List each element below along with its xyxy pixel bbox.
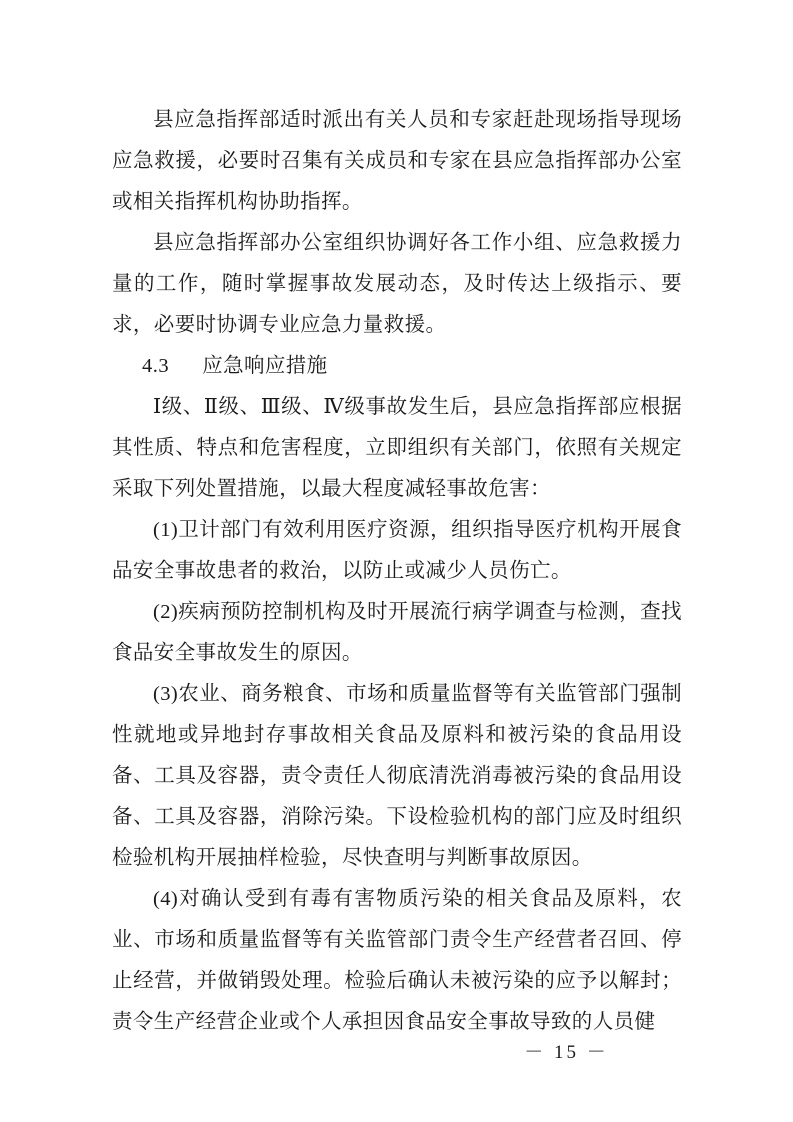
section-heading-title: 应急响应措施 [202, 355, 328, 377]
paragraph-4: (1)卫计部门有效利用医疗资源，组织指导医疗机构开展食品安全事故患者的救治，以防止或减少人员伤亡。 [112, 519, 682, 582]
page-content [112, 100, 682, 1043]
section-heading-number: 4.3 [142, 355, 170, 377]
paragraph-7: (4)对确认受到有毒有害物质污染的相关食品及原料，农业、市场和质量监督等有关监管部门责令生产经营者召回、停止经营，并做销毁处理。检验后确认未被污染的应予以解封；责令生产经营企业或个人承担因食品安全事故导致的人员健 [112, 888, 682, 1033]
paragraph-3: Ⅰ级、Ⅱ级、Ⅲ级、Ⅳ级事故发生后，县应急指挥部应根据其性质、特点和危害程度，立即组织有关部门，依照有关规定采取下列处置措施，以最大程度减轻事故危害： [112, 396, 682, 500]
paragraph-2: 县应急指挥部办公室组织协调好各工作小组、应急救援力量的工作，随时掌握事故发展动态，及时传达上级指示、要求，必要时协调专业应急力量救援。 [112, 232, 682, 336]
page-number-footer [0, 1037, 793, 1064]
paragraph-1: 县应急指挥部适时派出有关人员和专家赶赴现场指导现场应急救援，必要时召集有关成员和专家在县应急指挥部办公室或相关指挥机构协助指挥。 [112, 109, 682, 213]
section-heading [112, 346, 682, 387]
page-number-text: － 15 － [524, 1042, 609, 1063]
paragraph-6: (3)农业、商务粮食、市场和质量监督等有关监管部门强制性就地或异地封存事故相关食品及原料和被污染的食品用设备、工具及容器，责令责任人彻底清洗消毒被污染的食品用设备、工具及容器，消除污染。下设检验机构的部门应及时组织检验机构开展抽样检验，尽快查明与判断事故原因。 [112, 683, 682, 869]
paragraph-5: (2)疾病预防控制机构及时开展流行病学调查与检测，查找食品安全事故发生的原因。 [112, 601, 682, 664]
